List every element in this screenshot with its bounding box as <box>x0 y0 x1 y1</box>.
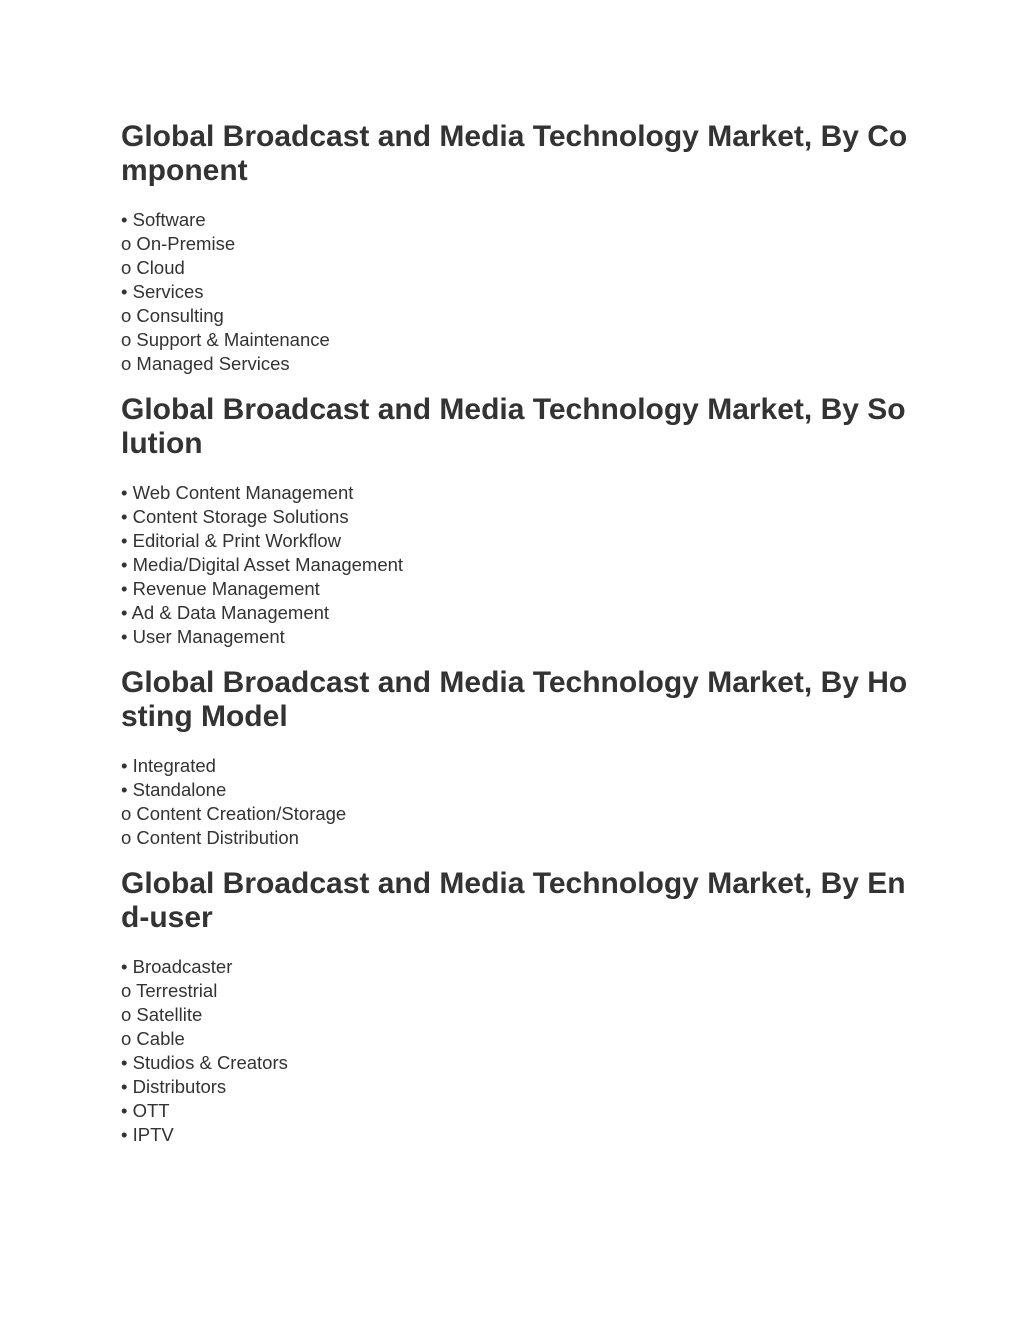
section-by-solution <box>121 393 911 649</box>
list-item: • IPTV <box>121 1124 174 1145</box>
list-item: • Distributors <box>121 1076 227 1097</box>
document-content <box>121 120 911 1147</box>
section-list <box>121 754 911 850</box>
list-item: o Content Creation/Storage <box>121 803 347 824</box>
list-item: • Content Storage Solutions <box>121 506 349 527</box>
section-by-end-user <box>121 867 911 1147</box>
list-item: • Ad & Data Management <box>121 602 330 623</box>
list-item: • Broadcaster <box>121 956 233 977</box>
list-item: o Consulting <box>121 305 224 326</box>
list-item: • Studios & Creators <box>121 1052 288 1073</box>
list-item: • Services <box>121 281 204 302</box>
section-heading: Global Broadcast and Media Technology Market, By Hosting Model <box>121 666 908 733</box>
section-by-component <box>121 120 911 376</box>
list-item: • Integrated <box>121 755 216 776</box>
list-item: • Standalone <box>121 779 227 800</box>
list-item: • OTT <box>121 1100 170 1121</box>
list-item: o Satellite <box>121 1004 203 1025</box>
list-item: o Cloud <box>121 257 185 278</box>
list-item: o Managed Services <box>121 353 290 374</box>
list-item: o Cable <box>121 1028 185 1049</box>
list-item: • Editorial & Print Workflow <box>121 530 341 551</box>
list-item: • User Management <box>121 626 285 647</box>
list-item: • Software <box>121 209 206 230</box>
list-item: • Revenue Management <box>121 578 320 599</box>
section-list <box>121 955 911 1147</box>
list-item: o Support & Maintenance <box>121 329 330 350</box>
section-heading: Global Broadcast and Media Technology Market, By End-user <box>121 867 906 934</box>
list-item: o Content Distribution <box>121 827 299 848</box>
section-list <box>121 208 911 376</box>
list-item: • Web Content Management <box>121 482 354 503</box>
section-heading: Global Broadcast and Media Technology Market, By Solution <box>121 393 906 460</box>
list-item: • Media/Digital Asset Management <box>121 554 404 575</box>
list-item: o Terrestrial <box>121 980 218 1001</box>
section-by-hosting-model <box>121 666 911 850</box>
section-list <box>121 481 911 649</box>
list-item: o On-Premise <box>121 233 236 254</box>
section-heading: Global Broadcast and Media Technology Market, By Component <box>121 120 908 187</box>
